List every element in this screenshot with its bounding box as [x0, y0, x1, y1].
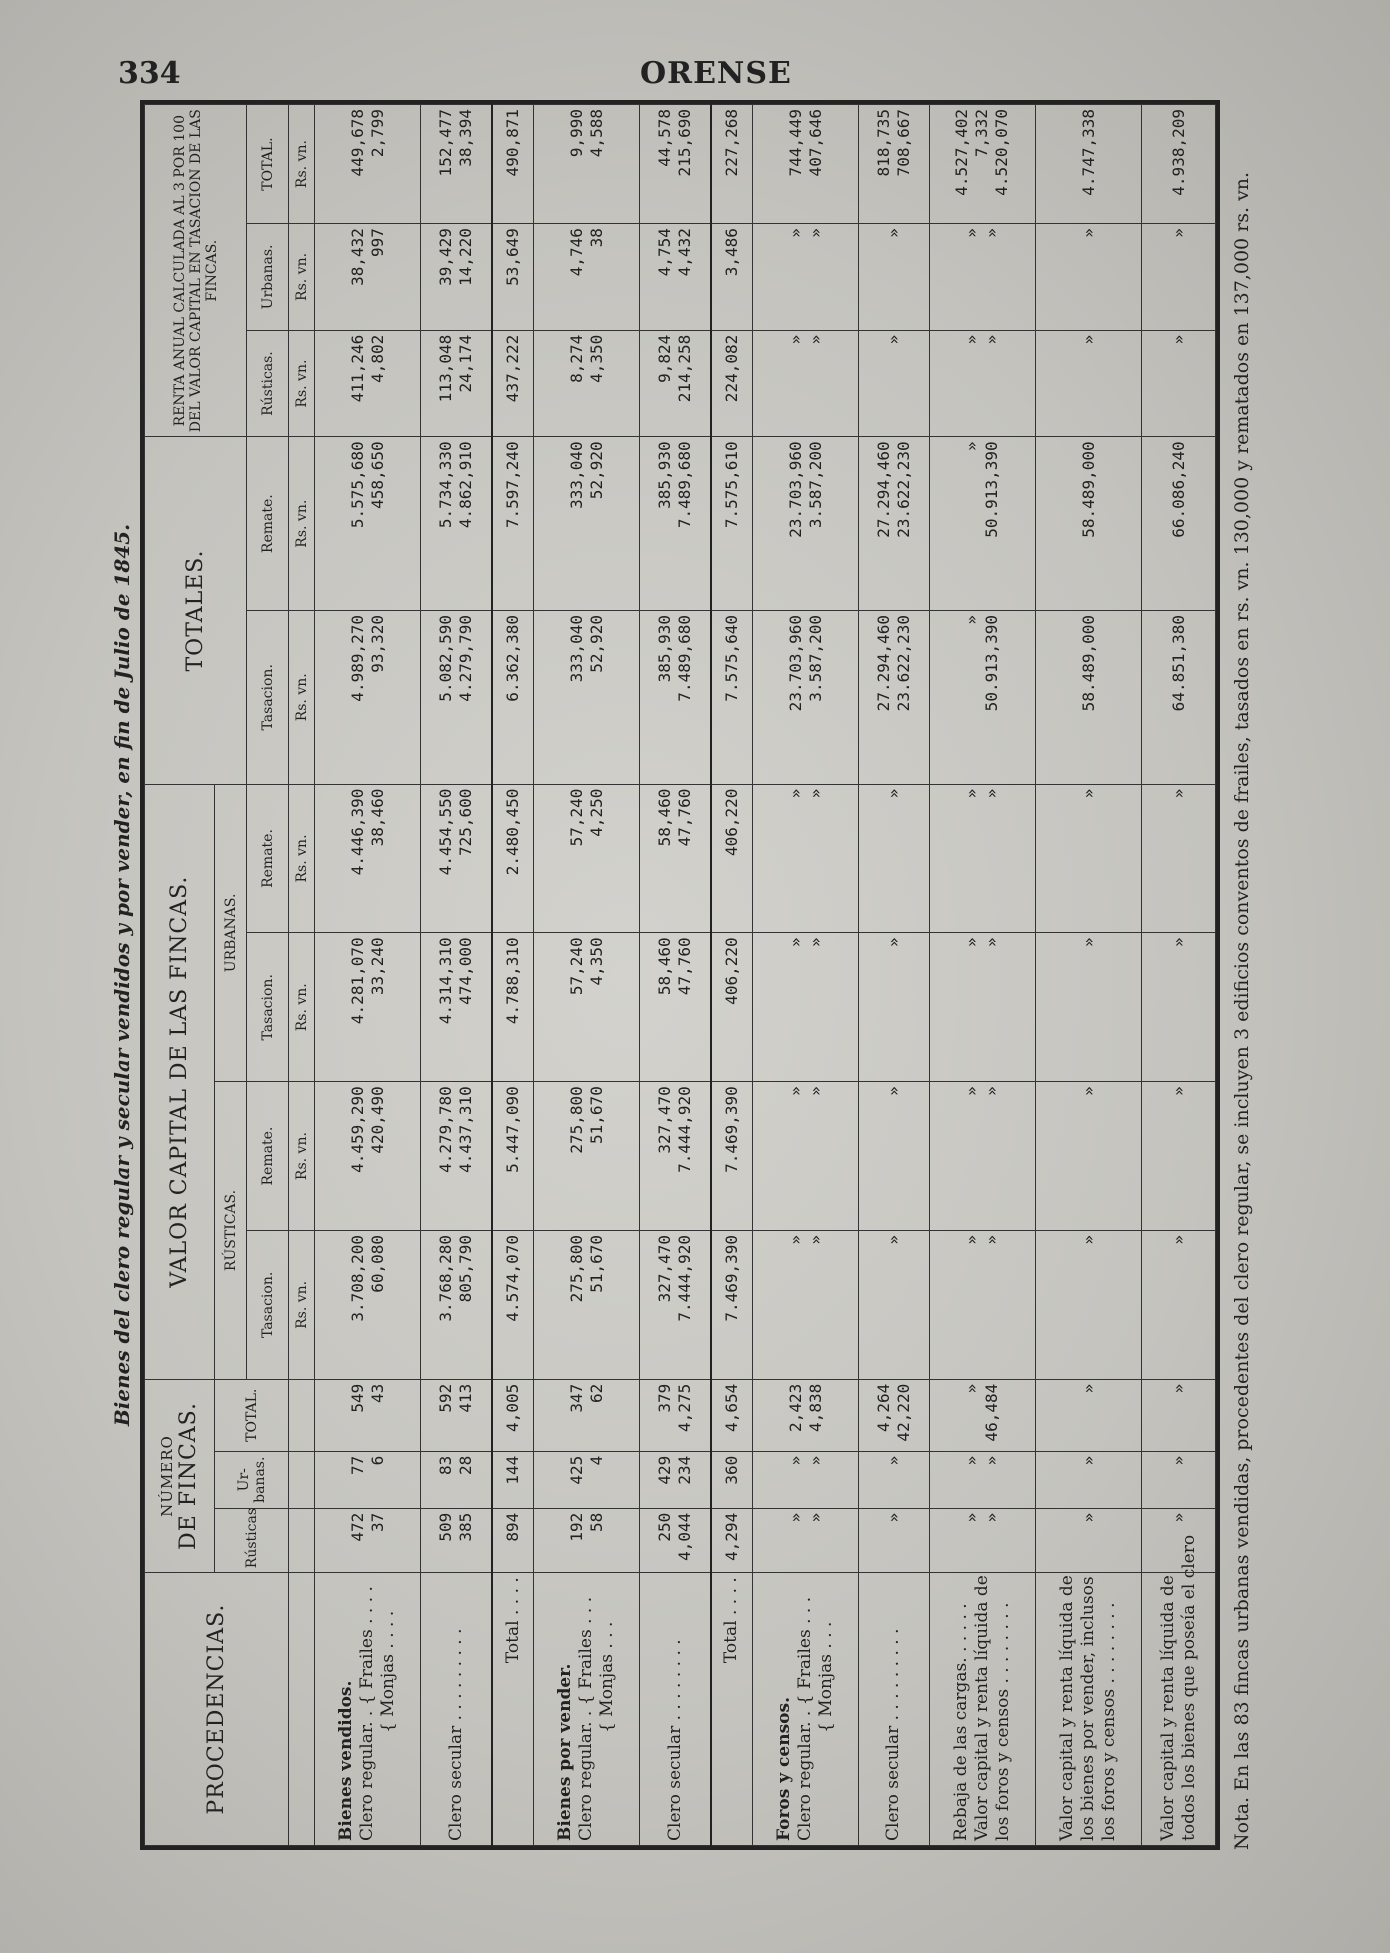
- cell-r-rem: »: [1036, 1082, 1142, 1231]
- cell-re-rus: »: [859, 330, 929, 437]
- cell-t-tas: 4.989,270 93,320: [315, 610, 421, 784]
- header-r-remate: Remate.: [247, 1082, 289, 1231]
- header-numero: [145, 1379, 215, 1572]
- header-u-remate: Remate.: [247, 784, 289, 933]
- cell-re-rus: 9,824 214,258: [640, 330, 711, 437]
- cell-tot: 4,654: [711, 1379, 752, 1451]
- cell-r-rem: » »: [752, 1082, 858, 1231]
- cell-u-rem: 58,460 47,760: [640, 784, 711, 933]
- header-rusticas-group: RÚSTICAS.: [215, 1082, 247, 1380]
- cell-rus: »: [1142, 1508, 1216, 1572]
- unit-label: Rs. vn.: [289, 105, 315, 224]
- cell-r-tas: »: [1142, 1230, 1216, 1379]
- cell-rus: » »: [929, 1508, 1035, 1572]
- cell-t-tas: 385,930 7.489,680: [640, 610, 711, 784]
- cell-urb: 429 234: [640, 1451, 711, 1508]
- header-renta: RENTA ANUAL CALCULADA AL 3 POR 100 DEL VALOR CAPITAL EN TASACION DE LAS FINCAS.: [145, 105, 247, 437]
- cell-r-rem: 5.447,090: [492, 1082, 533, 1231]
- table-row: [929, 105, 1035, 1846]
- page-number: 334: [118, 56, 181, 91]
- cell-r-tas: 275,800 51,670: [533, 1230, 639, 1379]
- cell-t-rem: » 50.913,390: [929, 437, 1035, 611]
- unit-label: Rs. vn.: [289, 437, 315, 611]
- header-urbanas: Ur-banas.: [215, 1451, 289, 1508]
- row-label: Valor capital y renta líquida de todos los bienes que poseía el clero: [1142, 1573, 1216, 1846]
- cell-re-tot: 818,735 708,667: [859, 105, 929, 224]
- cell-re-tot: 9,990 4,588: [533, 105, 639, 224]
- cell-tot: 549 43: [315, 1379, 421, 1451]
- cell-t-rem: 27.294,460 23.622,230: [859, 437, 929, 611]
- cell-tot: 4,005: [492, 1379, 533, 1451]
- cell-r-rem: » »: [929, 1082, 1035, 1231]
- cell-t-rem: 66.086,240: [1142, 437, 1216, 611]
- cell-r-tas: 4.574,070: [492, 1230, 533, 1379]
- cell-r-rem: »: [859, 1082, 929, 1231]
- cell-rus: »: [859, 1508, 929, 1572]
- row-label: Foros y censos. Clero regular. . { Frailes . . . { Monjas . . .: [752, 1573, 858, 1846]
- cell-t-tas: 6.362,380: [492, 610, 533, 784]
- cell-rus: 250 4,044: [640, 1508, 711, 1572]
- cell-re-rus: »: [1036, 330, 1142, 437]
- cell-u-tas: 4.314,310 474,000: [421, 933, 492, 1082]
- cell-u-tas: »: [859, 933, 929, 1082]
- header-renta-rusticas: Rústicas.: [247, 330, 289, 437]
- unit-blank: [289, 1508, 315, 1572]
- header-urbanas-group: URBANAS.: [215, 784, 247, 1082]
- header-t-remate: Remate.: [247, 437, 289, 611]
- cell-re-rus: » »: [929, 330, 1035, 437]
- cell-re-tot: 152,477 38,394: [421, 105, 492, 224]
- unit-label: Rs. vn.: [289, 610, 315, 784]
- rotated-table-block: [110, 100, 1290, 1850]
- table-row: [421, 105, 492, 1846]
- cell-t-tas: 64.851,380: [1142, 610, 1216, 784]
- cell-u-tas: 58,460 47,760: [640, 933, 711, 1082]
- cell-re-urb: 4,754 4,432: [640, 224, 711, 331]
- table-row: [640, 105, 711, 1846]
- cell-r-tas: 3.768,280 805,790: [421, 1230, 492, 1379]
- section-heading: Bienes por vender.: [555, 1663, 576, 1841]
- cell-re-urb: »: [1142, 224, 1216, 331]
- cell-urb: »: [1142, 1451, 1216, 1508]
- cell-t-tas: » 50.913,390: [929, 610, 1035, 784]
- cell-rus: 192 58: [533, 1508, 639, 1572]
- cell-r-rem: 327,470 7.444,920: [640, 1082, 711, 1231]
- cell-tot: » 46,484: [929, 1379, 1035, 1451]
- cell-tot: 592 413: [421, 1379, 492, 1451]
- row-label: Total . . . .: [711, 1573, 752, 1846]
- unit-label: Rs. vn.: [289, 1230, 315, 1379]
- page-header: ORENSE: [640, 56, 792, 91]
- cell-u-rem: »: [1142, 784, 1216, 933]
- data-table: [144, 104, 1216, 1846]
- cell-t-rem: 7.575,610: [711, 437, 752, 611]
- cell-r-rem: 4.459,290 420,490: [315, 1082, 421, 1231]
- header-total: TOTAL.: [215, 1379, 289, 1451]
- cell-re-urb: »: [1036, 224, 1142, 331]
- cell-r-tas: »: [1036, 1230, 1142, 1379]
- cell-urb: 83 28: [421, 1451, 492, 1508]
- row-label: Total . . . .: [492, 1573, 533, 1846]
- cell-t-rem: 333,040 52,920: [533, 437, 639, 611]
- cell-urb: 144: [492, 1451, 533, 1508]
- unit-blank: [289, 1379, 315, 1451]
- cell-re-tot: 4.527,402 7,332 4.520,070: [929, 105, 1035, 224]
- header-u-tasacion: Tasacion.: [247, 933, 289, 1082]
- cell-t-rem: 385,930 7.489,680: [640, 437, 711, 611]
- cell-rus: 509 385: [421, 1508, 492, 1572]
- cell-urb: »: [1036, 1451, 1142, 1508]
- cell-re-tot: 227,268: [711, 105, 752, 224]
- header-totales: TOTALES.: [145, 437, 247, 784]
- cell-urb: 425 4: [533, 1451, 639, 1508]
- cell-u-rem: » »: [929, 784, 1035, 933]
- row-label: Bienes vendidos. Clero regular. . { Frailes . . . . { Monjas . . . .: [315, 1573, 421, 1846]
- cell-t-tas: 27.294,460 23.622,230: [859, 610, 929, 784]
- cell-re-tot: 490,871: [492, 105, 533, 224]
- header-de-fincas: DE FINCAS.: [176, 1402, 201, 1550]
- cell-t-rem: 7.597,240: [492, 437, 533, 611]
- cell-r-rem: 275,800 51,670: [533, 1082, 639, 1231]
- table-row: [492, 105, 533, 1846]
- cell-t-rem: 5.734,330 4.862,910: [421, 437, 492, 611]
- unit-blank: [289, 1451, 315, 1508]
- cell-re-tot: 44,578 215,690: [640, 105, 711, 224]
- cell-t-tas: 333,040 52,920: [533, 610, 639, 784]
- table-body: [315, 105, 1216, 1846]
- table-row: [1142, 105, 1216, 1846]
- unit-label: Rs. vn.: [289, 1082, 315, 1231]
- table-row: [1036, 105, 1142, 1846]
- cell-u-rem: 2.480,450: [492, 784, 533, 933]
- unit-label: Rs. vn.: [289, 330, 315, 437]
- cell-r-tas: »: [859, 1230, 929, 1379]
- cell-r-rem: 7.469,390: [711, 1082, 752, 1231]
- cell-re-rus: 8,274 4,350: [533, 330, 639, 437]
- cell-re-tot: 4.938,209: [1142, 105, 1216, 224]
- cell-r-tas: » »: [929, 1230, 1035, 1379]
- cell-re-tot: 449,678 2,799: [315, 105, 421, 224]
- cell-r-tas: 3.708,200 60,080: [315, 1230, 421, 1379]
- cell-re-rus: » »: [752, 330, 858, 437]
- cell-u-rem: » »: [752, 784, 858, 933]
- cell-re-urb: 38,432 997: [315, 224, 421, 331]
- cell-re-urb: 53,649: [492, 224, 533, 331]
- cell-r-tas: » »: [752, 1230, 858, 1379]
- section-heading: Bienes vendidos.: [336, 1680, 357, 1841]
- cell-u-rem: 4.446,390 38,460: [315, 784, 421, 933]
- cell-re-rus: 113,048 24,174: [421, 330, 492, 437]
- table-row: [533, 105, 639, 1846]
- header-numero-label: NÚMERO: [158, 1435, 176, 1517]
- cell-tot: »: [1036, 1379, 1142, 1451]
- unit-label: Rs. vn.: [289, 933, 315, 1082]
- cell-u-rem: »: [1036, 784, 1142, 933]
- cell-rus: 894: [492, 1508, 533, 1572]
- header-t-tasacion: Tasacion.: [247, 610, 289, 784]
- cell-u-tas: 4.788,310: [492, 933, 533, 1082]
- cell-r-rem: »: [1142, 1082, 1216, 1231]
- cell-re-tot: 4.747,338: [1036, 105, 1142, 224]
- table-row: [859, 105, 929, 1846]
- cell-rus: 472 37: [315, 1508, 421, 1572]
- row-label: Rebaja de las cargas. . . . . . Valor capital y renta líquida de los foros y censos . . . . . . . .: [929, 1573, 1035, 1846]
- cell-t-rem: 23.703,960 3.587,200: [752, 437, 858, 611]
- row-label: Clero secular . . . . . . . . .: [859, 1573, 929, 1846]
- table-title: Bienes del clero regular y secular vendidos y por vender, en fin de Julio de 1845.: [110, 523, 134, 1427]
- cell-re-rus: 437,222: [492, 330, 533, 437]
- cell-urb: 77 6: [315, 1451, 421, 1508]
- header-valor-capital: VALOR CAPITAL DE LAS FINCAS.: [145, 784, 215, 1379]
- unit-label: Rs. vn.: [289, 784, 315, 933]
- cell-tot: 2,423 4,838: [752, 1379, 858, 1451]
- cell-re-rus: 411,246 4,802: [315, 330, 421, 437]
- cell-u-tas: » »: [752, 933, 858, 1082]
- table-frame: [140, 100, 1220, 1850]
- cell-rus: »: [1036, 1508, 1142, 1572]
- header-renta-total: TOTAL.: [247, 105, 289, 224]
- unit-label: Rs. vn.: [289, 224, 315, 331]
- header-procedencias: PROCEDENCIAS.: [145, 1573, 289, 1846]
- cell-re-urb: 39,429 14,220: [421, 224, 492, 331]
- cell-u-rem: »: [859, 784, 929, 933]
- cell-urb: » »: [929, 1451, 1035, 1508]
- cell-re-rus: »: [1142, 330, 1216, 437]
- cell-urb: »: [859, 1451, 929, 1508]
- cell-u-rem: 57,240 4,250: [533, 784, 639, 933]
- cell-re-tot: 744,449 407,646: [752, 105, 858, 224]
- cell-re-urb: » »: [752, 224, 858, 331]
- cell-rus: » »: [752, 1508, 858, 1572]
- cell-u-tas: 57,240 4,350: [533, 933, 639, 1082]
- cell-t-tas: 5.082,590 4.279,790: [421, 610, 492, 784]
- cell-re-urb: » »: [929, 224, 1035, 331]
- cell-u-tas: » »: [929, 933, 1035, 1082]
- row-label: Valor capital y renta líquida de los bienes por vender, inclusos los foros y censos . . . . . . . .: [1036, 1573, 1142, 1846]
- cell-u-tas: »: [1036, 933, 1142, 1082]
- cell-u-rem: 406,220: [711, 784, 752, 933]
- cell-u-rem: 4.454,550 725,600: [421, 784, 492, 933]
- cell-t-tas: 58.489,000: [1036, 610, 1142, 784]
- cell-tot: 379 4,275: [640, 1379, 711, 1451]
- table-note: Nota. En las 83 fincas urbanas vendidas, procedentes del clero regular, se incluyen 3 edificios conventos de frailes, tasados en rs. vn. 130,000 y rematados en 137,000 rs. vn.: [1231, 171, 1253, 1850]
- table-row: [752, 105, 858, 1846]
- cell-t-rem: 5.575,680 458,650: [315, 437, 421, 611]
- cell-urb: » »: [752, 1451, 858, 1508]
- row-label: Clero secular . . . . . . . . .: [421, 1573, 492, 1846]
- row-label: Bienes por vender. Clero regular. . { Frailes . . . { Monjas . . .: [533, 1573, 639, 1846]
- cell-tot: 347 62: [533, 1379, 639, 1451]
- cell-u-tas: 4.281,070 33,240: [315, 933, 421, 1082]
- cell-r-tas: 327,470 7.444,920: [640, 1230, 711, 1379]
- cell-t-tas: 7.575,640: [711, 610, 752, 784]
- row-label: Clero secular . . . . . . . .: [640, 1573, 711, 1846]
- cell-tot: 4,264 42,220: [859, 1379, 929, 1451]
- unit-blank: [289, 1573, 315, 1846]
- cell-t-tas: 23.703,960 3.587,200: [752, 610, 858, 784]
- cell-t-rem: 58.489,000: [1036, 437, 1142, 611]
- header-rusticas: Rústicas: [215, 1508, 289, 1572]
- table-row: [711, 105, 752, 1846]
- cell-r-rem: 4.279,780 4.437,310: [421, 1082, 492, 1231]
- cell-rus: 4,294: [711, 1508, 752, 1572]
- cell-urb: 360: [711, 1451, 752, 1508]
- header-r-tasacion: Tasacion.: [247, 1230, 289, 1379]
- cell-re-rus: 224,082: [711, 330, 752, 437]
- cell-re-urb: 3,486: [711, 224, 752, 331]
- table-row: [315, 105, 421, 1846]
- cell-re-urb: »: [859, 224, 929, 331]
- section-heading: Foros y censos.: [774, 1697, 795, 1841]
- header-renta-urbanas: Urbanas.: [247, 224, 289, 331]
- cell-tot: »: [1142, 1379, 1216, 1451]
- cell-u-tas: 406,220: [711, 933, 752, 1082]
- cell-r-tas: 7.469,390: [711, 1230, 752, 1379]
- cell-u-tas: »: [1142, 933, 1216, 1082]
- cell-re-urb: 4,746 38: [533, 224, 639, 331]
